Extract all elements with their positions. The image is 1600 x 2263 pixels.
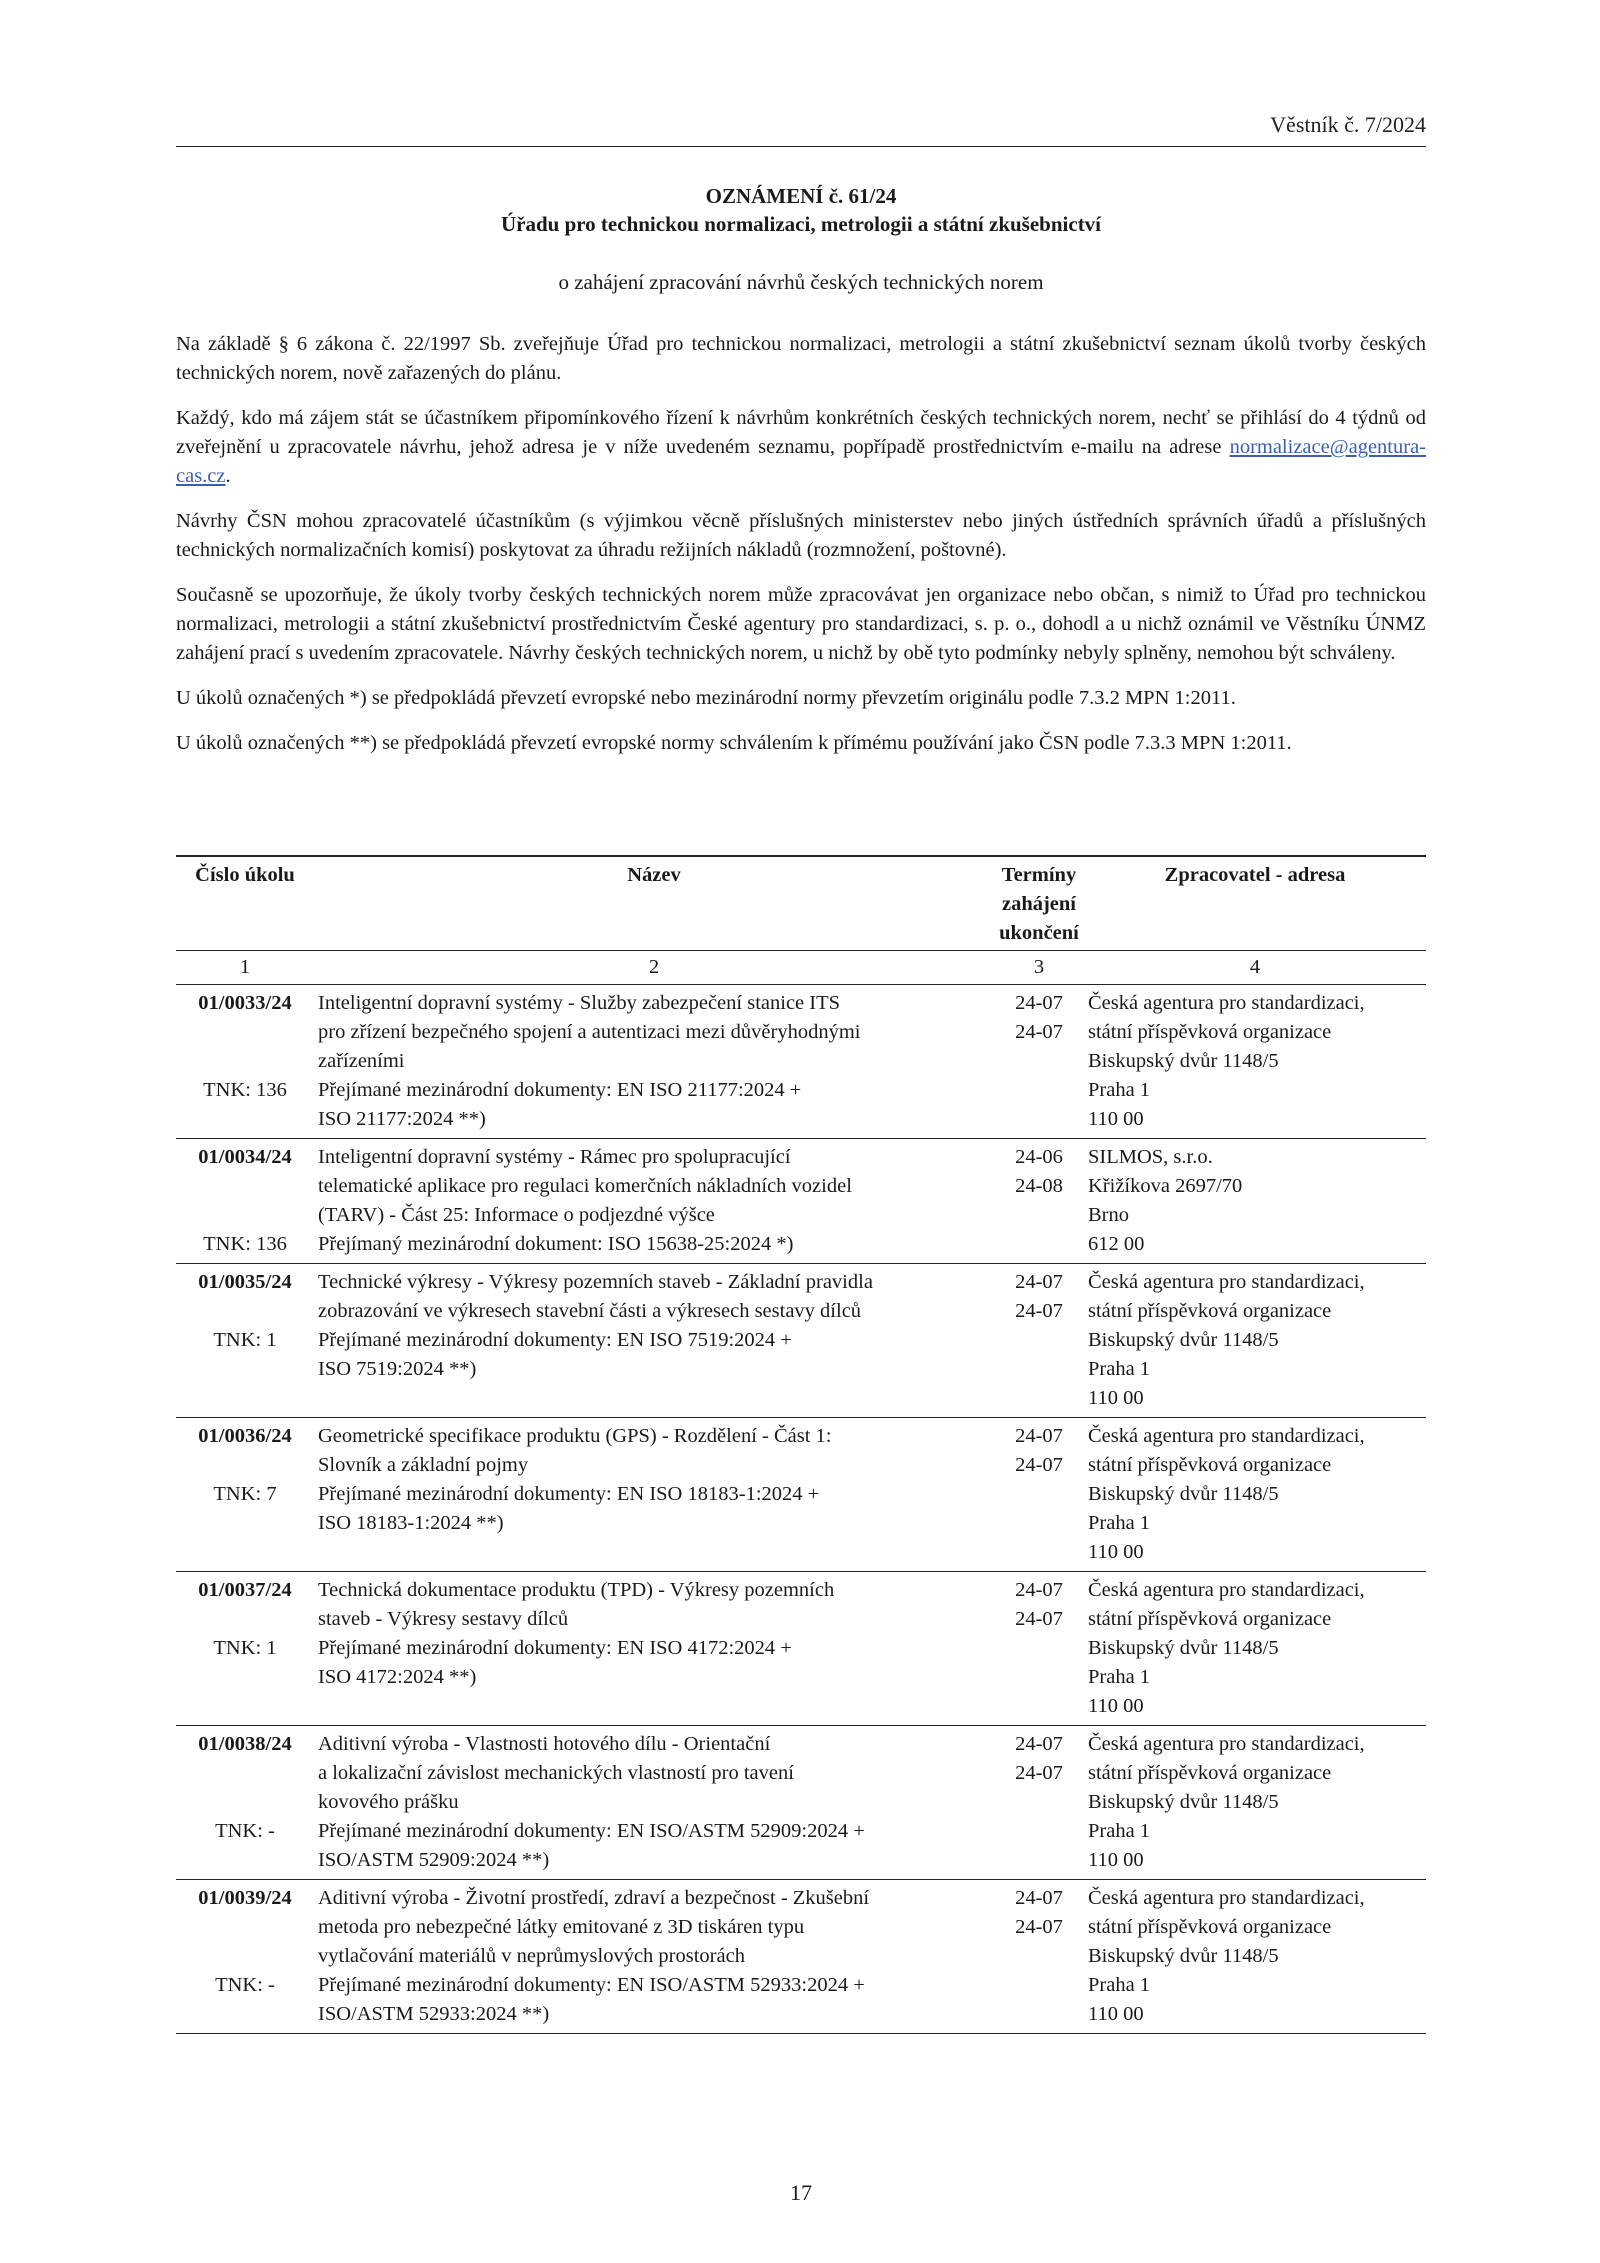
task-dates-cell — [994, 1139, 1084, 1264]
task-name-line: kovového prášku — [318, 1791, 459, 1813]
processor-line: 110 00 — [1088, 2003, 1144, 2025]
task-rows — [176, 985, 1426, 2034]
intro-paragraph-1: Na základě § 6 zákona č. 22/1997 Sb. zveřejňuje Úřad pro technickou normalizaci, metrologii a státní zkušebnictví seznam úkolů tvorby českých technických norem, nově zařazených do plánu. — [176, 333, 1426, 384]
start-date: 24-07 — [1015, 1887, 1063, 1909]
spacer — [180, 1047, 310, 1076]
end-date: 24-07 — [1015, 1021, 1063, 1043]
tasks-table — [176, 855, 1426, 2034]
task-code: 01/0038/24 — [198, 1733, 292, 1755]
task-dates-cell — [994, 985, 1084, 1139]
task-name-cell — [314, 1572, 994, 1726]
processor-cell — [1084, 1726, 1426, 1880]
processor-line: Praha 1 — [1088, 1820, 1151, 1842]
task-name-line: (TARV) - Část 25: Informace o podjezdné výšce — [318, 1204, 715, 1226]
task-name-line: ISO 7519:2024 **) — [318, 1358, 477, 1380]
task-name-line: Slovník a základní pojmy — [318, 1454, 529, 1476]
processor-line: Česká agentura pro standardizaci, — [1088, 1887, 1365, 1909]
task-code: 01/0037/24 — [198, 1579, 292, 1601]
running-header: Věstník č. 7/2024 — [1270, 112, 1426, 137]
column-number: 1 — [176, 951, 314, 985]
task-name-cell — [314, 1418, 994, 1572]
task-dates-cell — [994, 1418, 1084, 1572]
start-date: 24-06 — [1015, 1146, 1063, 1168]
tnk-label: TNK: 1 — [213, 1637, 277, 1659]
header-dates — [994, 856, 1084, 951]
task-number-cell — [176, 1880, 314, 2034]
processor-line: 612 00 — [1088, 1233, 1145, 1255]
task-name-line: Přejímané mezinárodní dokumenty: EN ISO 4172:2024 + — [318, 1637, 792, 1659]
task-name-line: Technická dokumentace produktu (TPD) - Výkresy pozemních — [318, 1579, 835, 1601]
task-name-line: ISO/ASTM 52933:2024 **) — [318, 2003, 550, 2025]
task-name-line: ISO 21177:2024 **) — [318, 1108, 486, 1130]
header-processor: Zpracovatel - adresa — [1084, 856, 1426, 951]
processor-line: Biskupský dvůr 1148/5 — [1088, 1637, 1279, 1659]
header-dates-line-3: ukončení — [999, 922, 1079, 944]
processor-line: Biskupský dvůr 1148/5 — [1088, 1791, 1279, 1813]
task-name-line: Přejímané mezinárodní dokumenty: EN ISO/ASTM 52909:2024 + — [318, 1820, 865, 1842]
task-name-cell — [314, 985, 994, 1139]
tnk-label: TNK: - — [215, 1974, 275, 1996]
processor-line: Biskupský dvůr 1148/5 — [1088, 1329, 1279, 1351]
task-name-line: a lokalizační závislost mechanických vlastností pro tavení — [318, 1762, 794, 1784]
end-date: 24-07 — [1015, 1608, 1063, 1630]
task-dates-cell — [994, 1572, 1084, 1726]
tnk-label: TNK: 7 — [213, 1483, 277, 1505]
task-name-line: staveb - Výkresy sestavy dílců — [318, 1608, 569, 1630]
processor-line: státní příspěvková organizace — [1088, 1021, 1332, 1043]
column-number: 4 — [1084, 951, 1426, 985]
intro-paragraph-2-text: Každý, kdo má zájem stát se účastníkem připomínkového řízení k návrhům konkrétních českých technických norem, nechť se přihlásí do 4 týdnů od zveřejnění u zpracovatele návrhu, jehož adresa je v níže uvedeném seznamu, popřípadě prostřednictvím e-mailu na adrese — [176, 407, 1426, 458]
processor-cell — [1084, 985, 1426, 1139]
spacer — [180, 1942, 310, 1971]
task-name-line: metoda pro nebezpečné látky emitované z 3D tiskáren typu — [318, 1916, 805, 1938]
task-number-cell — [176, 985, 314, 1139]
processor-cell — [1084, 1572, 1426, 1726]
table-row — [176, 1880, 1426, 2034]
processor-line: Biskupský dvůr 1148/5 — [1088, 1945, 1279, 1967]
spacer — [180, 1172, 310, 1201]
processor-line: 110 00 — [1088, 1387, 1144, 1409]
processor-cell — [1084, 1139, 1426, 1264]
task-name-line: Přejímané mezinárodní dokumenty: EN ISO/ASTM 52933:2024 + — [318, 1974, 865, 1996]
table-row — [176, 1572, 1426, 1726]
task-number-cell — [176, 1726, 314, 1880]
header-task-number: Číslo úkolu — [176, 856, 314, 951]
processor-line: Biskupský dvůr 1148/5 — [1088, 1050, 1279, 1072]
task-name-line: Aditivní výroba - Životní prostředí, zdraví a bezpečnost - Zkušební — [318, 1887, 870, 1909]
spacer — [180, 1759, 310, 1788]
start-date: 24-07 — [1015, 1425, 1063, 1447]
task-dates-cell — [994, 1880, 1084, 2034]
processor-line: Praha 1 — [1088, 1079, 1151, 1101]
processor-cell — [1084, 1418, 1426, 1572]
table-header-row — [176, 856, 1426, 951]
processor-cell — [1084, 1264, 1426, 1418]
announcement-issuer: Úřadu pro technickou normalizaci, metrologii a státní zkušebnictví — [500, 212, 1102, 236]
task-number-cell — [176, 1139, 314, 1264]
intro-text — [176, 330, 1426, 774]
task-name-cell — [314, 1139, 994, 1264]
task-dates-cell — [994, 1264, 1084, 1418]
task-name-line: Technické výkresy - Výkresy pozemních staveb - Základní pravidla — [318, 1271, 873, 1293]
task-name-line: Přejímaný mezinárodní dokument: ISO 15638-25:2024 *) — [318, 1233, 794, 1255]
task-name-line: pro zřízení bezpečného spojení a autentizaci mezi důvěryhodnými — [318, 1021, 861, 1043]
column-number-row — [176, 951, 1426, 985]
header-rule — [176, 146, 1426, 147]
processor-line: Česká agentura pro standardizaci, — [1088, 1425, 1365, 1447]
header-name: Název — [314, 856, 994, 951]
table-row — [176, 1726, 1426, 1880]
start-date: 24-07 — [1015, 1579, 1063, 1601]
task-name-line: telematické aplikace pro regulaci komerčních nákladních vozidel — [318, 1175, 852, 1197]
table-row — [176, 1264, 1426, 1418]
processor-line: SILMOS, s.r.o. — [1088, 1146, 1213, 1168]
start-date: 24-07 — [1015, 992, 1063, 1014]
task-name-line: vytlačování materiálů v neprůmyslových prostorách — [318, 1945, 745, 1967]
task-name-cell — [314, 1880, 994, 2034]
task-name-line: Přejímané mezinárodní dokumenty: EN ISO 21177:2024 + — [318, 1079, 802, 1101]
processor-line: Praha 1 — [1088, 1512, 1151, 1534]
tnk-label: TNK: - — [215, 1820, 275, 1842]
processor-line: 110 00 — [1088, 1541, 1144, 1563]
task-name-line: ISO/ASTM 52909:2024 **) — [318, 1849, 550, 1871]
processor-line: Česká agentura pro standardizaci, — [1088, 1271, 1365, 1293]
processor-line: 110 00 — [1088, 1108, 1144, 1130]
header-dates-line-2: zahájení — [1001, 893, 1077, 915]
table-row — [176, 985, 1426, 1139]
announcement-title-block — [176, 182, 1426, 296]
task-name-line: Aditivní výroba - Vlastnosti hotového dílu - Orientační — [318, 1733, 771, 1755]
task-code: 01/0039/24 — [198, 1887, 292, 1909]
processor-line: státní příspěvková organizace — [1088, 1608, 1332, 1630]
column-number: 3 — [994, 951, 1084, 985]
spacer — [180, 1605, 310, 1634]
task-name-line: Geometrické specifikace produktu (GPS) - Rozdělení - Část 1: — [318, 1425, 832, 1447]
spacer — [180, 1201, 310, 1230]
end-date: 24-07 — [1015, 1454, 1063, 1476]
spacer — [180, 1913, 310, 1942]
task-code: 01/0036/24 — [198, 1425, 292, 1447]
processor-line: státní příspěvková organizace — [1088, 1454, 1332, 1476]
task-name-cell — [314, 1264, 994, 1418]
task-name-line: Inteligentní dopravní systémy - Služby zabezpečení stanice ITS — [318, 992, 841, 1014]
page-number: 17 — [790, 2180, 812, 2205]
table-row — [176, 1139, 1426, 1264]
end-date: 24-07 — [1015, 1916, 1063, 1938]
table-row — [176, 1418, 1426, 1572]
task-code: 01/0034/24 — [198, 1146, 292, 1168]
task-name-line: Přejímané mezinárodní dokumenty: EN ISO 7519:2024 + — [318, 1329, 792, 1351]
processor-line: Česká agentura pro standardizaci, — [1088, 1579, 1365, 1601]
start-date: 24-07 — [1015, 1733, 1063, 1755]
task-number-cell — [176, 1572, 314, 1726]
spacer — [180, 1788, 310, 1817]
intro-paragraph-5: U úkolů označených *) se předpokládá převzetí evropské nebo mezinárodní normy převzetím originálu podle 7.3.2 MPN 1:2011. — [176, 687, 1236, 709]
processor-line: státní příspěvková organizace — [1088, 1300, 1332, 1322]
task-code: 01/0033/24 — [198, 992, 292, 1014]
processor-line: Praha 1 — [1088, 1358, 1151, 1380]
intro-paragraph-4: Současně se upozorňuje, že úkoly tvorby českých technických norem může zpracovávat jen organizace nebo občan, s nimiž to Úřad pro technickou normalizaci, metrologii a státní zkušebnictví prostřednictvím České agentury pro standardizaci, s. p. o., dohodl a u nichž oznámil ve Věstníku ÚNMZ zahájení prací s uvedením zpracovatele. Návrhy českých technických norem, u nichž by obě tyto podmínky nebyly splněny, nemohou být schváleny. — [176, 584, 1426, 664]
processor-line: Biskupský dvůr 1148/5 — [1088, 1483, 1279, 1505]
spacer — [180, 1297, 310, 1326]
intro-paragraph-3: Návrhy ČSN mohou zpracovatelé účastníkům (s výjimkou věcně příslušných ministerstev nebo jiných ústředních správních úřadů a příslušných technických normalizačních komisí) poskytovat za úhradu režijních nákladů (rozmnožení, poštovné). — [176, 510, 1426, 561]
processor-line: Česká agentura pro standardizaci, — [1088, 992, 1365, 1014]
end-date: 24-08 — [1015, 1175, 1063, 1197]
processor-cell — [1084, 1880, 1426, 2034]
processor-line: Křižíkova 2697/70 — [1088, 1175, 1243, 1197]
processor-line: 110 00 — [1088, 1849, 1144, 1871]
tnk-label: TNK: 136 — [203, 1233, 287, 1255]
task-dates-cell — [994, 1726, 1084, 1880]
end-date: 24-07 — [1015, 1300, 1063, 1322]
processor-line: Brno — [1088, 1204, 1129, 1226]
tnk-label: TNK: 136 — [203, 1079, 287, 1101]
spacer — [180, 1018, 310, 1047]
processor-line: 110 00 — [1088, 1695, 1144, 1717]
intro-paragraph-2-end: . — [225, 465, 231, 487]
intro-paragraph-6: U úkolů označených **) se předpokládá převzetí evropské normy schválením k přímému používání jako ČSN podle 7.3.3 MPN 1:2011. — [176, 732, 1292, 754]
task-name-line: ISO 18183-1:2024 **) — [318, 1512, 504, 1534]
start-date: 24-07 — [1015, 1271, 1063, 1293]
column-number: 2 — [314, 951, 994, 985]
processor-line: státní příspěvková organizace — [1088, 1762, 1332, 1784]
task-number-cell — [176, 1418, 314, 1572]
task-name-line: Přejímané mezinárodní dokumenty: EN ISO 18183-1:2024 + — [318, 1483, 820, 1505]
task-name-line: zobrazování ve výkresech stavební části a výkresech sestavy dílců — [318, 1300, 862, 1322]
tnk-label: TNK: 1 — [213, 1329, 277, 1351]
announcement-subject: o zahájení zpracování návrhů českých technických norem — [558, 270, 1044, 294]
processor-line: Česká agentura pro standardizaci, — [1088, 1733, 1365, 1755]
task-name-line: zařízeními — [318, 1050, 405, 1072]
announcement-number: OZNÁMENÍ č. 61/24 — [705, 184, 897, 208]
task-name-cell — [314, 1726, 994, 1880]
end-date: 24-07 — [1015, 1762, 1063, 1784]
task-code: 01/0035/24 — [198, 1271, 292, 1293]
email-link[interactable]: normalizace@agentura-cas.cz — [176, 436, 1426, 487]
task-name-line: Inteligentní dopravní systémy - Rámec pro spolupracující — [318, 1146, 791, 1168]
processor-line: Praha 1 — [1088, 1666, 1151, 1688]
processor-line: Praha 1 — [1088, 1974, 1151, 1996]
task-number-cell — [176, 1264, 314, 1418]
task-name-line: ISO 4172:2024 **) — [318, 1666, 477, 1688]
processor-line: státní příspěvková organizace — [1088, 1916, 1332, 1938]
spacer — [180, 1451, 310, 1480]
header-dates-line-1: Termíny — [1001, 864, 1077, 886]
intro-paragraph-2 — [176, 404, 1426, 491]
